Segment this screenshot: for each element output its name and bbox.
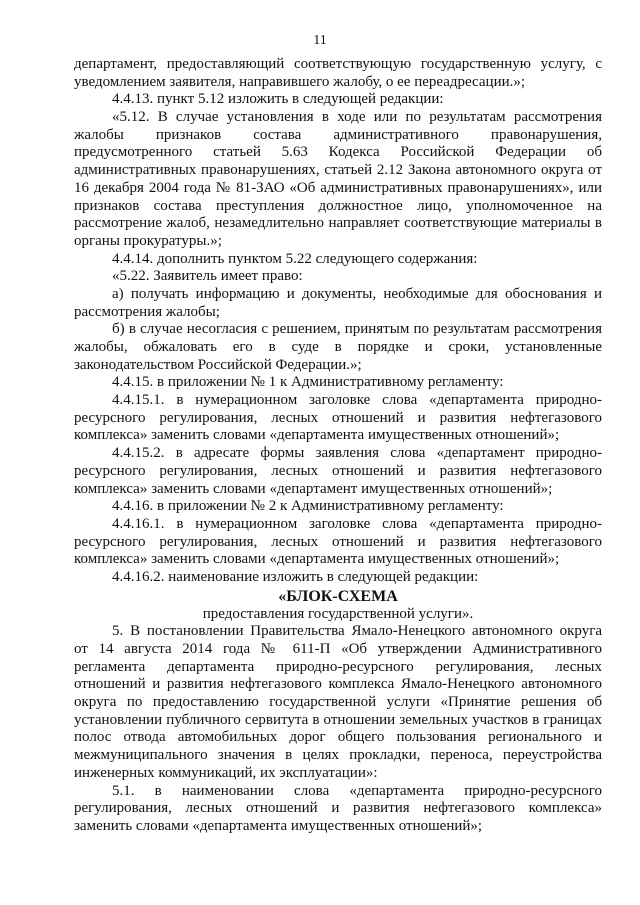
text-line: жалобы признаков состава административного правонарушения, — [74, 126, 602, 143]
text-line: 4.4.15.2. в адресате формы заявления слова «департамент природно- — [112, 445, 602, 462]
text-line: 4.4.14. дополнить пунктом 5.22 следующего содержания: — [112, 250, 478, 267]
text-line: предусмотренного статьей 5.63 Кодекса Российской Федерации об — [74, 144, 602, 161]
text-line: б) в случае несогласия с решением, принятым по результатам рассмотрения — [112, 321, 602, 338]
text-line: полос отвода автомобильных дорог общего пользования регионального и — [74, 729, 602, 746]
text-line: жалобы, обжаловать его в суде в порядке и сроки, установленные — [74, 339, 602, 355]
text-line: отношений и развития нефтегазового комплекса Ямало-Ненецкого автономного — [74, 676, 602, 693]
text-line: 4.4.16.1. в нумерационном заголовке слова «департамента природно- — [112, 515, 602, 532]
text-line: «5.22. Заявитель имеет право: — [112, 268, 303, 285]
text-line: 16 декабря 2004 года № 81-ЗАО «Об административных правонарушениях», или — [74, 179, 602, 196]
text-line: регулирования, лесных отношений и развития нефтегазового комплекса» — [74, 800, 602, 817]
text-line: уведомлением заявителя, направившего жалобу, о ее переадресации.»; — [74, 73, 526, 90]
text-line: предоставления государственной услуги». — [202, 605, 474, 622]
document-body — [74, 56, 602, 836]
text-line: комплекса» заменить словами «департамент имущественных отношений»; — [74, 480, 553, 497]
text-line: рассмотрение жалоб, незамедлительно направляет соответствующие материалы в — [74, 215, 602, 232]
text-line: заменить словами «департамента имущественных отношений»; — [74, 817, 483, 834]
text-line: департамент, предоставляющий соответствующую государственную услугу, с — [74, 56, 602, 72]
text-line: ресурсного регулирования, лесных отношений и развития нефтегазового — [74, 462, 602, 479]
text-line: а) получать информацию и документы, необходимые для обоснования и — [112, 285, 602, 302]
text-line: от 14 августа 2014 года № 611-П «Об утверждении Административного — [74, 641, 602, 657]
text-line: административных правонарушениях, статьей 2.12 Закона автономного округа от — [74, 162, 602, 179]
text-line: 4.4.13. пункт 5.12 изложить в следующей редакции: — [112, 91, 444, 108]
text-line: регламента департамента природно-ресурсного регулирования, лесных — [74, 658, 602, 675]
section-title: «БЛОК-СХЕМА — [278, 587, 398, 605]
text-line: «5.12. В случае установления в ходе или по результатам рассмотрения — [112, 109, 602, 126]
text-line: рассмотрения жалобы; — [74, 303, 220, 320]
text-line: ресурсного регулирования, лесных отношений и развития нефтегазового — [74, 409, 602, 426]
text-line: органы прокуратуры.»; — [74, 232, 222, 249]
text-line: комплекса» заменить словами «департамента имущественных отношений»; — [74, 551, 560, 568]
text-line: 4.4.16.2. наименование изложить в следующей редакции: — [112, 568, 479, 585]
text-line: округа по предоставлению государственной услуги «Принятие решения об — [74, 694, 602, 711]
text-line: инженерных коммуникаций, их эксплуатации»: — [74, 764, 378, 781]
text-line: установлении публичного сервитута в отношении земельных участков в границах — [74, 711, 602, 728]
page-number: 11 — [313, 33, 327, 48]
text-line: межмуниципального значения в целях прокладки, переноса, переустройства — [74, 747, 602, 764]
text-line: 4.4.16. в приложении № 2 к Административному регламенту: — [112, 498, 504, 515]
text-line: 5. В постановлении Правительства Ямало-Ненецкого автономного округа — [112, 623, 602, 640]
text-line: 5.1. в наименовании слова «департамента природно-ресурсного — [112, 782, 602, 799]
text-line: 4.4.15. в приложении № 1 к Административному регламенту: — [112, 374, 504, 391]
text-line: ресурсного регулирования, лесных отношений и развития нефтегазового — [74, 533, 602, 550]
text-line: законодательством Российской Федерации.»; — [74, 356, 362, 373]
text-line: признаков состава преступления должностное лицо, уполномоченное на — [74, 197, 602, 214]
text-line: 4.4.15.1. в нумерационном заголовке слова «департамента природно- — [112, 392, 602, 409]
text-line: комплекса» заменить словами «департамента имущественных отношений»; — [74, 427, 560, 444]
